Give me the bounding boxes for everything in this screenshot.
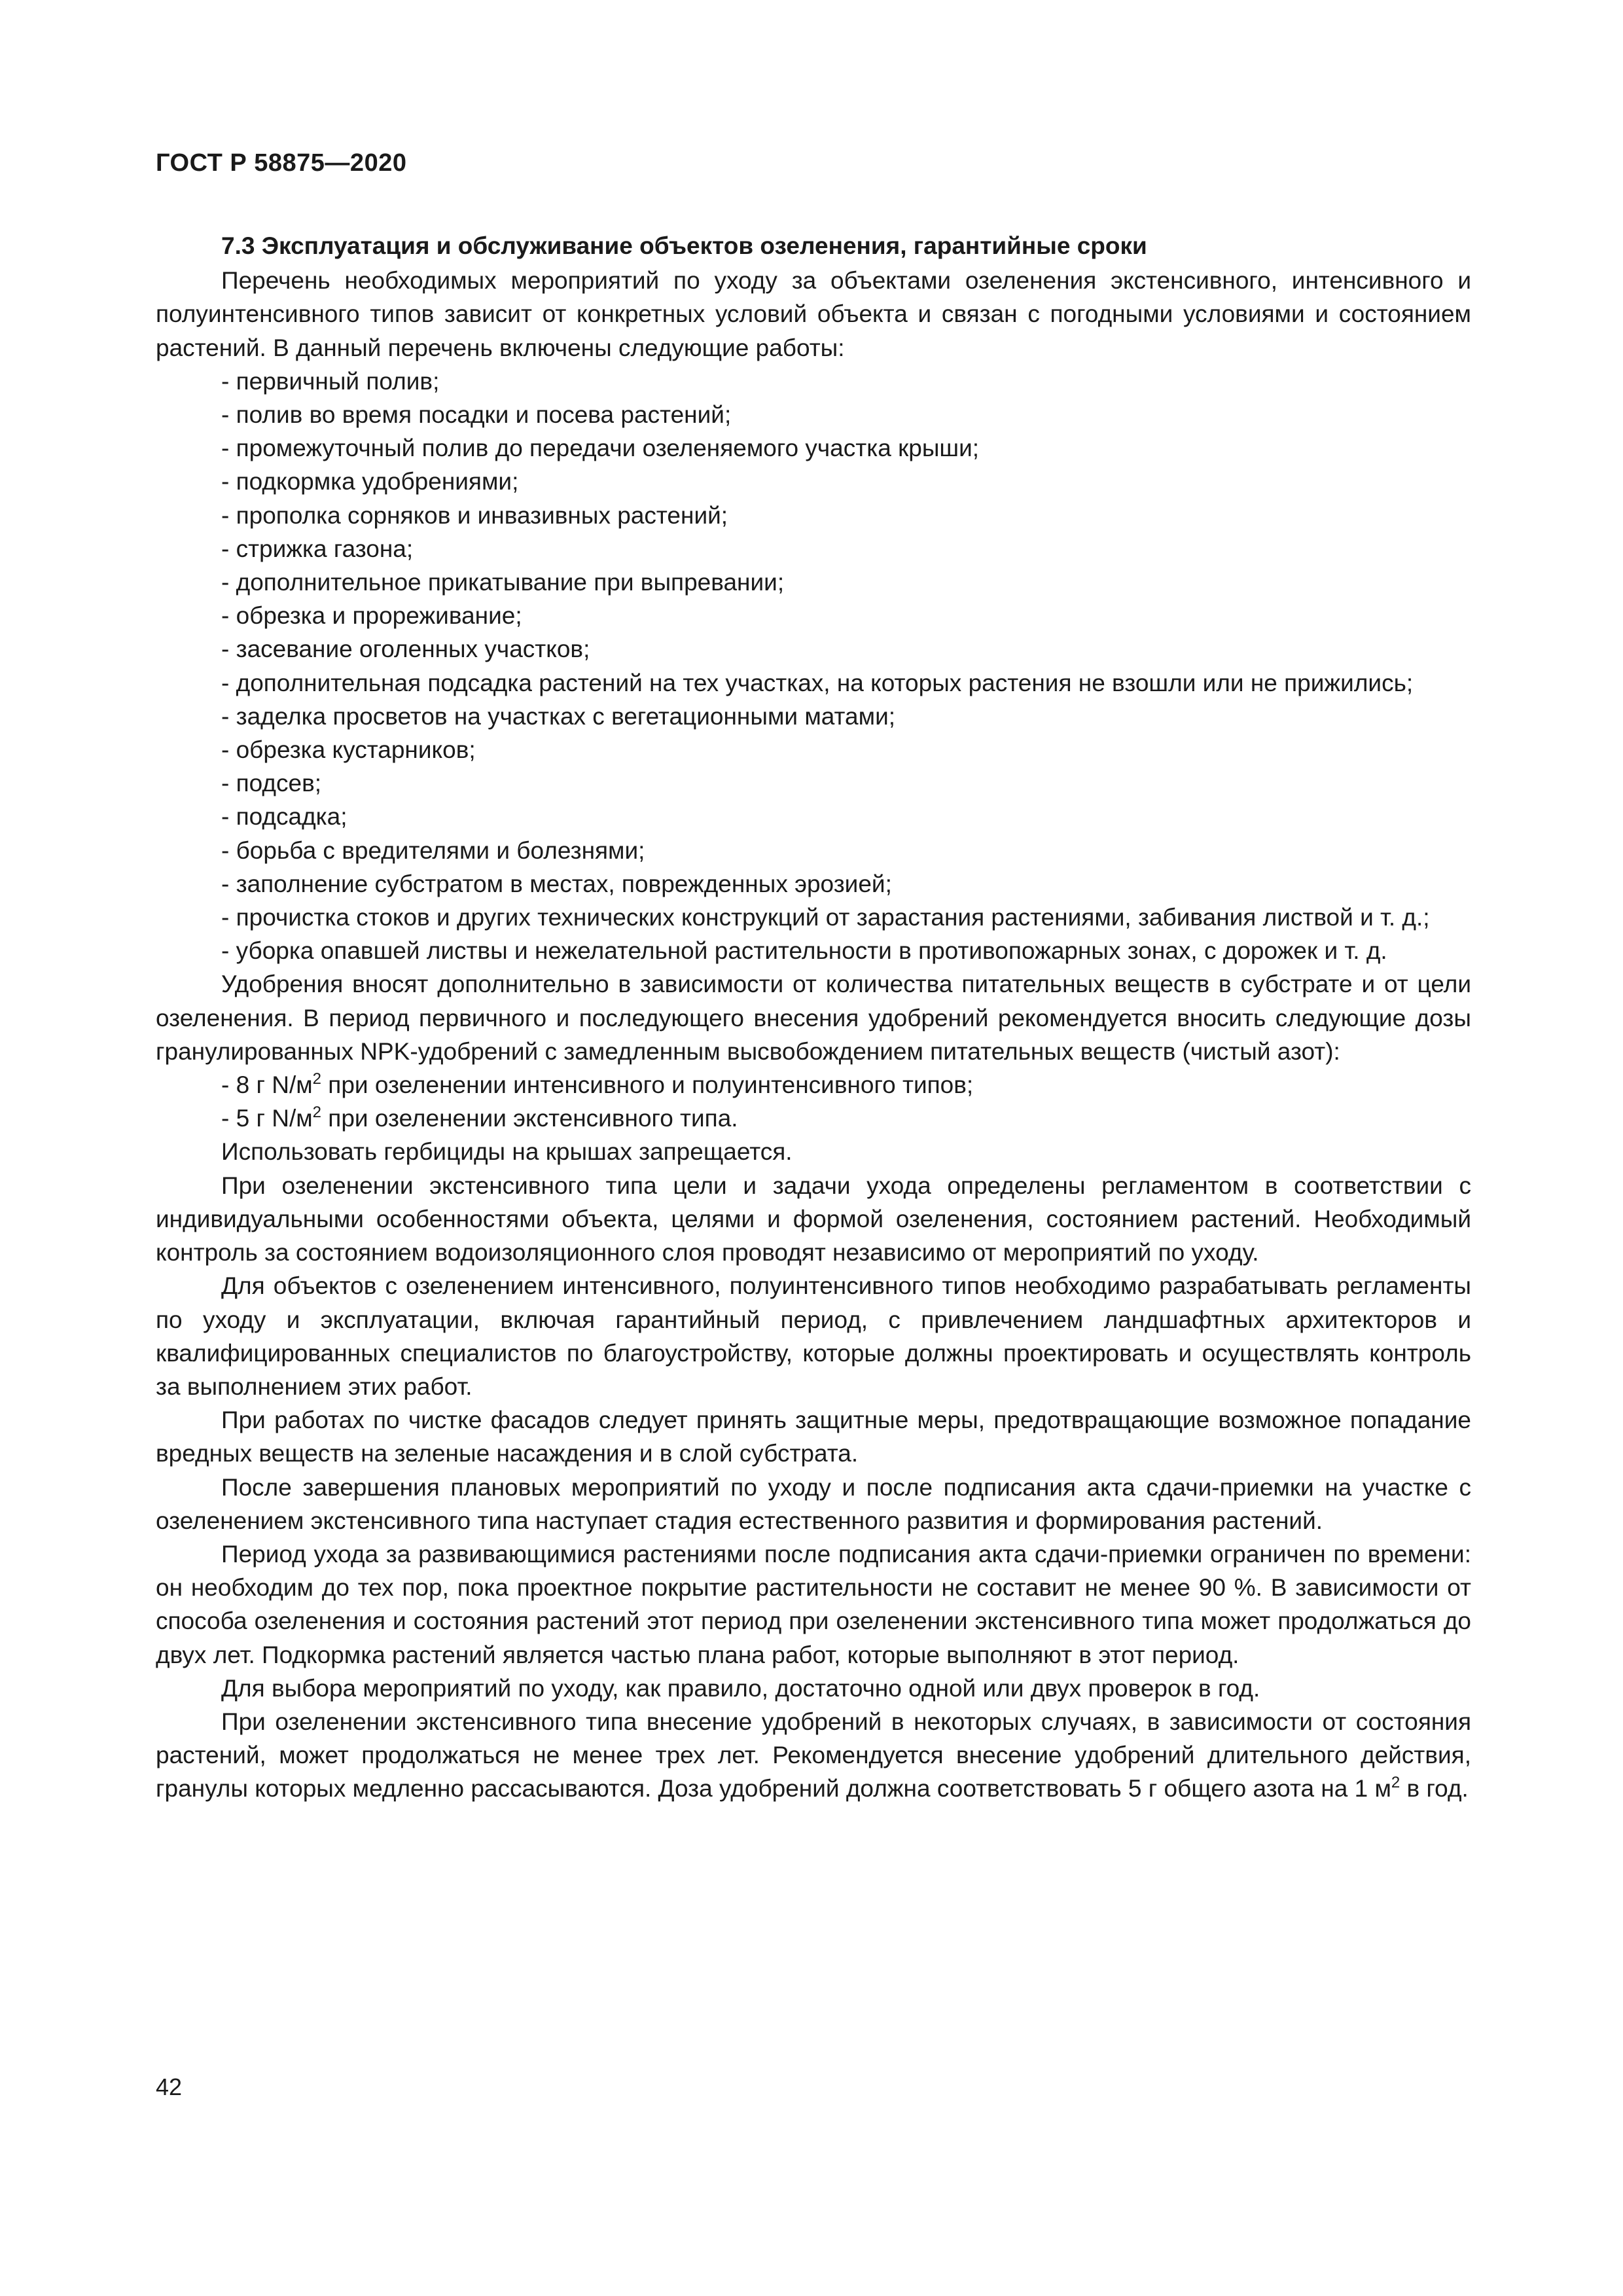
list-item: - полив во время посадки и посева растений;: [221, 401, 732, 429]
paragraph-extensive-care: При озеленении экстенсивного типа цели и задачи ухода определены регламентом в соответствии с индивидуальными особенностями объекта, целями и формой озеленения, состоянием растений. Необходимый контроль за состоянием водоизоляционного слоя проводят независимо от мероприятий по уходу.: [156, 1172, 1471, 1266]
dose-text: при озеленении интенсивного и полуинтенсивного типов;: [321, 1071, 974, 1099]
paragraph-herbicides: Использовать гербициды на крышах запрещается.: [221, 1138, 793, 1166]
list-item: - обрезка и прореживание;: [221, 602, 522, 630]
dose-text: при озеленении экстенсивного типа.: [321, 1105, 738, 1132]
dose-item: [156, 1102, 1471, 1135]
final-text: При озеленении экстенсивного типа внесение удобрений в некоторых случаях, в зависимости от состояния растений, может продолжаться не менее трех лет. Рекомендуется внесение удобрений длительного действия, гранулы которых медленно рассасываются. Доза удобрений должна соответствовать 5 г общего азота на 1 м: [156, 1708, 1471, 1803]
paragraph-fertilizer-intro: Удобрения вносят дополнительно в зависимости от количества питательных веществ в субстрате и от цели озеленения. В период первичного и последующего внесения удобрений рекомендуется вносить следующие дозы гранулированных NPK-удобрений с замедленным высвобождением питательных веществ (чистый азот):: [156, 971, 1471, 1065]
page-number: 42: [156, 2073, 183, 2100]
list-item: - подсев;: [221, 770, 322, 797]
list-item: - обрезка кустарников;: [221, 736, 476, 764]
superscript: 2: [1391, 1774, 1400, 1792]
dose-item: [156, 1068, 1471, 1102]
list-item: - прополка сорняков и инвазивных растений;: [221, 501, 728, 529]
list-item: - подкормка удобрениями;: [221, 468, 519, 495]
dose-list: [156, 1068, 1471, 1135]
list-item: - заделка просветов на участках с вегетационными матами;: [221, 702, 896, 730]
paragraph-final: [156, 1705, 1471, 1806]
section-title: 7.3 Эксплуатация и обслуживание объектов озеленения, гарантийные сроки: [221, 232, 1147, 259]
paragraph-after-acceptance: После завершения плановых мероприятий по уходу и после подписания акта сдачи-приемки на участке с озеленением экстенсивного типа наступает стадия естественного развития и формирования растений.: [156, 1473, 1471, 1534]
paragraph-inspections: Для выбора мероприятий по уходу, как правило, достаточно одной или двух проверок в год.: [221, 1674, 1260, 1702]
paragraph-care-period: Период ухода за развивающимися растениями после подписания акта сдачи-приемки ограничен по времени: он необходим до тех пор, пока проектное покрытие растительности не составит не менее 90 %. В зависимости от способа озеленения и состояния растений этот период при озеленении экстенсивного типа может продолжаться до двух лет. Подкормка растений является частью плана работ, которые выполняют в этот период.: [156, 1540, 1471, 1668]
list-item: - уборка опавшей листвы и нежелательной растительности в противопожарных зонах, с дорожек и т. д.: [221, 937, 1387, 965]
document-code: ГОСТ Р 58875—2020: [156, 149, 407, 177]
document-body: [156, 229, 1471, 1806]
work-list: [156, 365, 1471, 968]
list-item: - прочистка стоков и других технических конструкций от зарастания растениями, забивания листвой и т. д.;: [221, 904, 1430, 931]
superscript: 2: [312, 1070, 322, 1088]
paragraph-intensive-regulations: Для объектов с озеленением интенсивного, полуинтенсивного типов необходимо разрабатывать регламенты по уходу и эксплуатации, включая гарантийный период, с привлечением ландшафтных архитекторов и квалифицированных специалистов по благоустройству, которые должны проектировать и осуществлять контроль за выполнением этих работ.: [156, 1272, 1471, 1400]
list-item: - борьба с вредителями и болезнями;: [221, 836, 645, 864]
dose-text: - 5 г N/м: [221, 1105, 313, 1132]
list-item: - засевание оголенных участков;: [221, 636, 590, 663]
paragraph-intro: Перечень необходимых мероприятий по уходу за объектами озеленения экстенсивного, интенсивного и полуинтенсивного типов зависит от конкретных условий объекта и связан с погодными условиями и состоянием растений. В данный перечень включены следующие работы:: [156, 267, 1471, 361]
list-item: - дополнительная подсадка растений на тех участках, на которых растения не взошли или не прижились;: [221, 669, 1414, 696]
list-item: - стрижка газона;: [221, 535, 414, 562]
list-item: - промежуточный полив до передачи озеленяемого участка крыши;: [221, 435, 980, 462]
list-item: - первичный полив;: [221, 367, 440, 395]
list-item: - дополнительное прикатывание при выпревании;: [221, 569, 785, 596]
paragraph-facade-cleaning: При работах по чистке фасадов следует принять защитные меры, предотвращающие возможное попадание вредных веществ на зеленые насаждения и в слой субстрата.: [156, 1407, 1471, 1467]
final-text: в год.: [1400, 1775, 1469, 1803]
dose-text: - 8 г N/м: [221, 1071, 313, 1099]
list-item: - заполнение субстратом в местах, поврежденных эрозией;: [221, 870, 892, 897]
superscript: 2: [312, 1103, 322, 1122]
list-item: - подсадка;: [221, 803, 348, 831]
